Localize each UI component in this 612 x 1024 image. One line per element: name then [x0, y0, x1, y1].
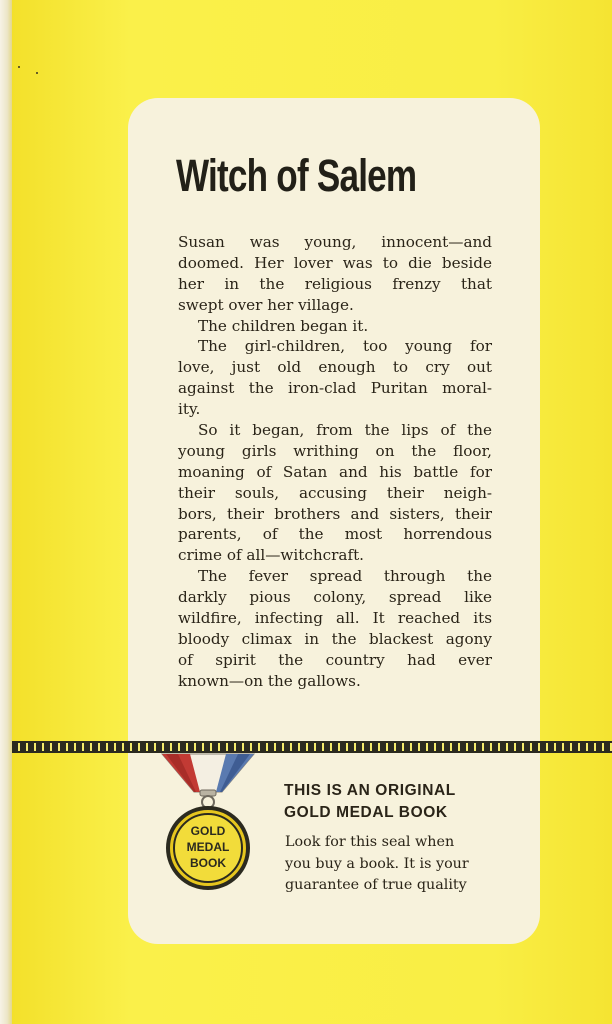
- promo-line: Look for this seal when: [285, 834, 455, 850]
- blurb-line: darkly pious colony, spread like: [178, 588, 492, 607]
- seal-line: MEDAL: [186, 840, 230, 854]
- blurb-line: wildfire, infecting all. It reached its: [178, 609, 492, 628]
- blurb-line: crime of all—witchcraft.: [178, 546, 365, 565]
- gold-medal-seal-icon: [160, 752, 256, 892]
- print-speck: [18, 66, 20, 68]
- blurb-line: parents, of the most horrendous: [178, 525, 492, 544]
- blurb-line: The children began it.: [198, 316, 369, 335]
- blurb-line: The fever spread through the: [198, 567, 492, 586]
- heading-line: THIS IS AN ORIGINAL: [284, 782, 456, 799]
- book-title: Witch of Salem: [176, 150, 417, 201]
- blurb-line: against the iron-clad Puritan moral-: [178, 379, 492, 398]
- blurb-line: Susan was young, innocent—and: [178, 233, 492, 251]
- promo-line: guarantee of true quality: [285, 877, 467, 893]
- blurb-line: their souls, accusing their neigh-: [178, 483, 492, 502]
- blurb-line: young girls writhing on the floor,: [178, 441, 492, 460]
- blurb-line: doomed. Her lover was to die beside: [178, 253, 492, 272]
- seal-line: GOLD: [190, 824, 226, 838]
- heading-line: GOLD MEDAL BOOK: [284, 804, 448, 821]
- blurb-line: known—on the gallows.: [178, 671, 361, 690]
- blurb-line: moaning of Satan and his battle for: [178, 462, 492, 481]
- seal-line: BOOK: [190, 856, 226, 870]
- page-edge: [0, 0, 12, 1024]
- promo-line: you buy a book. It is your: [285, 855, 469, 872]
- blurb-line: bloody climax in the blackest agony: [178, 629, 492, 648]
- blurb-line: The girl-children, too young for: [198, 337, 492, 356]
- blurb-line: bors, their brothers and sisters, their: [178, 504, 492, 523]
- blurb-line: So it began, from the lips of the: [198, 421, 492, 440]
- blurb-line: love, just old enough to cry out: [178, 358, 492, 377]
- blurb-line: ity.: [178, 400, 201, 419]
- print-speck: [36, 72, 38, 74]
- gold-medal-heading: [284, 780, 456, 824]
- blurb-line: of spirit the country had ever: [178, 650, 492, 669]
- blurb-text: [178, 232, 492, 692]
- film-strip-divider: [12, 741, 612, 753]
- gold-medal-promo-text: [285, 832, 503, 897]
- blurb-line: her in the religious frenzy that: [178, 274, 492, 293]
- blurb-line: swept over her village.: [178, 295, 354, 314]
